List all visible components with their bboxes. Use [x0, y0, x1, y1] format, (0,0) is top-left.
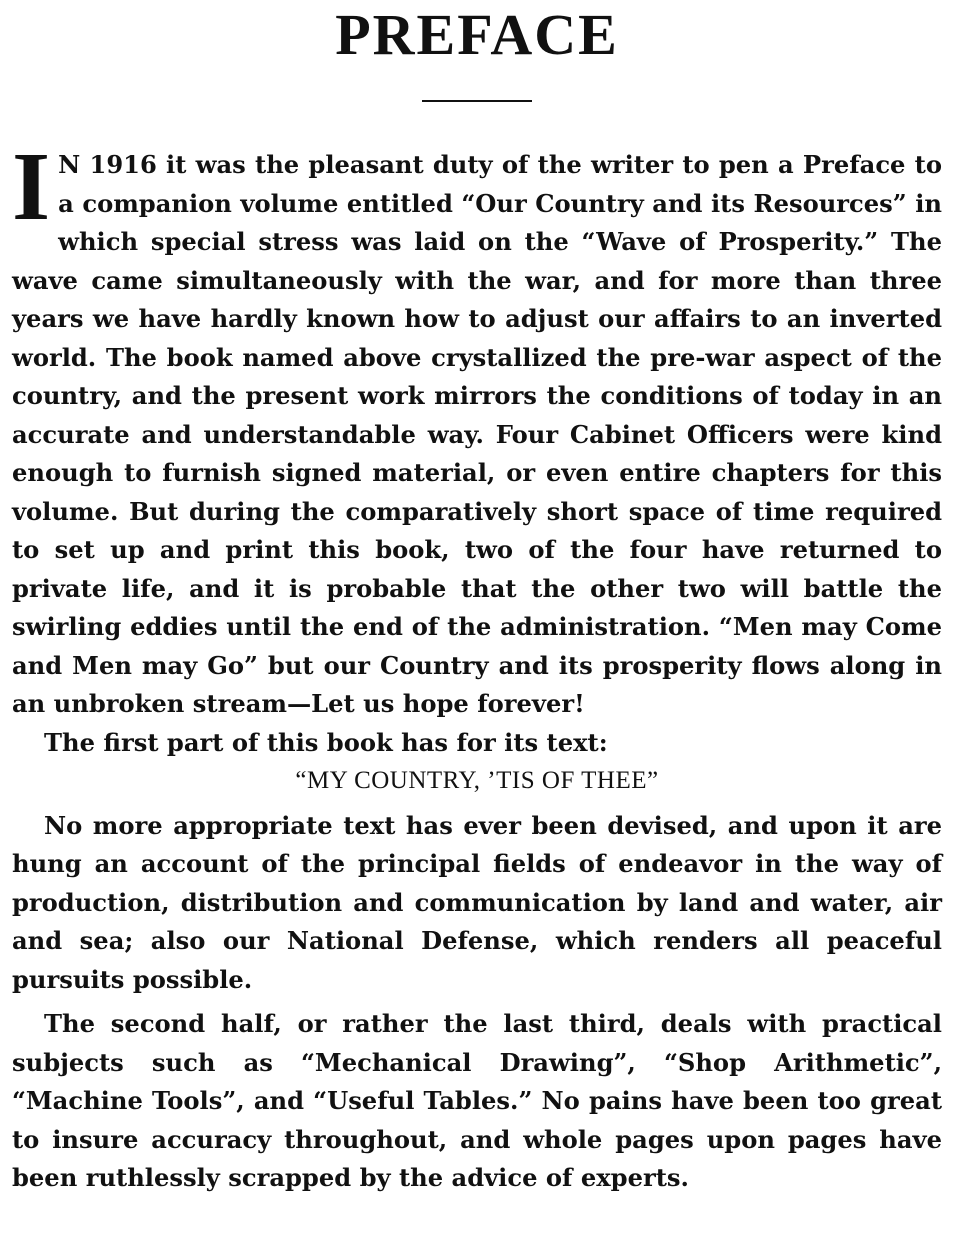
page-title: PREFACE — [335, 2, 619, 67]
paragraph-intro-text: N 1916 it was the pleasant duty of the writer to pen a Preface to a companion volume entitled “Our Country and its Resources” in which special stress was laid on the “Wave of Prosperity.” The wave came simultaneously with the war, and for more than three years we have hardly known how to adjust our affairs to an inverted world. The book named above crystallized the pre-war aspect of the country, and the present work mirrors the conditions of today in an accurate and understandable way. Four Cabinet Officers were kind enough to furnish signed material, or even entire chapters for this volume. But during the comparatively short space of time required to set up and print this book, two of the four have returned to private life, and it is probable that the other two will battle the swirling eddies until the end of the administration. “Men may Come and Men may Go” but our Country and its prosperity flows along in an unbroken stream—Let us hope forever! — [12, 150, 942, 718]
paragraph-appropriate-text: No more appropriate text has ever been devised, and upon it are hung an account of the principal fields of endeavor in the way of production, distribution and communication by land and water, air and sea; also our National Defense, which renders all peaceful pursuits possible. — [12, 810, 942, 994]
paragraph-first-part: The first part of this book has for its text: — [44, 727, 608, 757]
paragraph-intro — [12, 133, 942, 724]
title-rule — [422, 100, 532, 102]
preface-page — [12, 0, 942, 1198]
paragraph-second-half: The second half, or rather the last third, deals with practical subjects such as “Mechanical Drawing”, “Shop Arithmetic”, “Machine Tools”, and “Useful Tables.” No pains have been too great to insure accuracy throughout, and whole pages upon pages have been ruthlessly scrapped by the advice of experts. — [12, 1009, 942, 1192]
section-heading: “MY COUNTRY, ’TIS OF THEE” — [295, 767, 659, 794]
drop-cap: I — [12, 133, 51, 241]
